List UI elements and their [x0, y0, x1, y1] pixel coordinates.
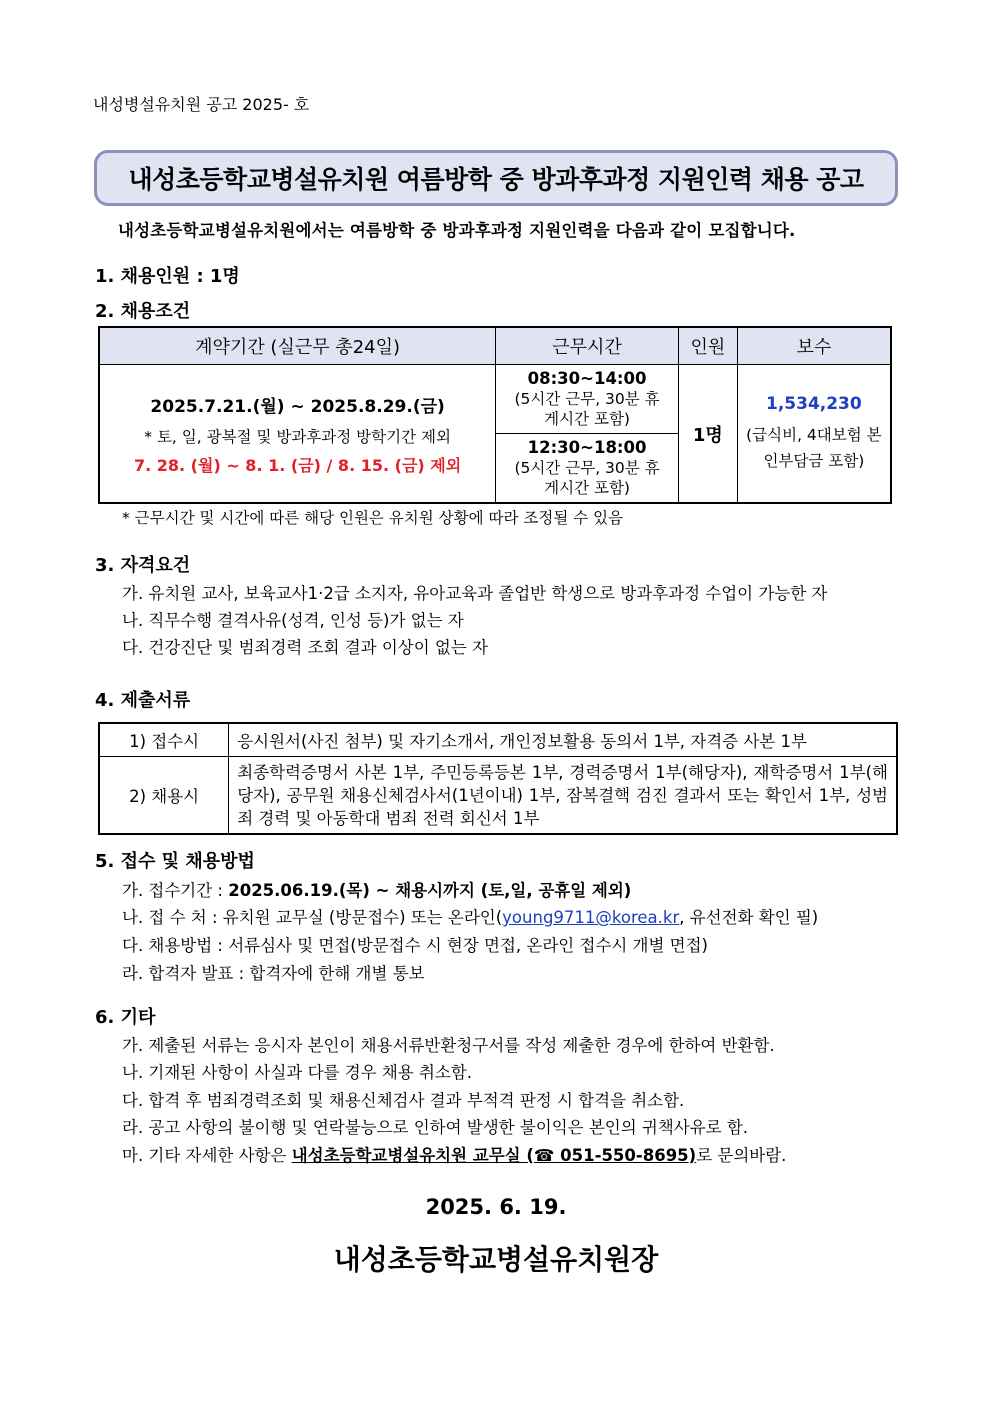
- col-header-hours: 근무시간: [496, 327, 679, 365]
- other-item: 라. 공고 사항의 불이행 및 연락불능으로 인하여 발생한 불이익은 본인의 귀책사유로 함.: [122, 1118, 749, 1137]
- col-header-headcount: 인원: [678, 327, 737, 365]
- section-4-heading: 4. 제출서류: [95, 690, 191, 711]
- application-period: [122, 877, 631, 901]
- period-main: 2025.7.21.(월) ~ 2025.8.29.(금): [150, 396, 445, 417]
- application-place: [122, 904, 818, 928]
- contact-info: 내성초등학교병설유치원 교무실 (☎ 051-550-8695): [291, 1146, 697, 1165]
- application-period-label: 가. 접수기간 :: [122, 881, 229, 900]
- pay-cell: [737, 365, 891, 504]
- shift-2-note: (5시간 근무, 30분 휴게시간 포함): [514, 459, 660, 497]
- headcount-cell: 1명: [678, 365, 737, 504]
- section-5-heading: 5. 접수 및 채용방법: [95, 851, 255, 872]
- shift-1-note: (5시간 근무, 30분 휴게시간 포함): [514, 390, 660, 428]
- documents-value: 응시원서(사진 첨부) 및 자기소개서, 개인정보활용 동의서 1부, 자격증 사본 1부: [229, 723, 897, 757]
- shift-1-cell: [496, 365, 679, 434]
- conditions-footnote: * 근무시간 및 시간에 따른 해당 인원은 유치원 상황에 따라 조정될 수 있음: [122, 509, 624, 527]
- intro-text: 내성초등학교병설유치원에서는 여름방학 중 방과후과정 지원인력을 다음과 같이 모집합니다.: [118, 221, 796, 240]
- email-link[interactable]: young9711@korea.kr: [502, 908, 680, 927]
- application-period-value: 2025.06.19.(목) ~ 채용시까지 (토,일, 공휴일 제외): [228, 881, 632, 900]
- application-place-label: 나. 접 수 처 : 유치원 교무실 (방문접수) 또는 온라인(: [122, 908, 503, 927]
- pay-amount: 1,534,230: [766, 393, 862, 414]
- contact-prefix: 마. 기타 자세한 사항은: [122, 1146, 292, 1165]
- qualification-item: 나. 직무수행 결격사유(성격, 인성 등)가 없는 자: [122, 611, 464, 630]
- documents-table: [98, 722, 898, 835]
- shift-2-time: 12:30~18:00: [527, 438, 647, 457]
- documents-label: 2) 채용시: [99, 757, 229, 835]
- notice-date: 2025. 6. 19.: [425, 1195, 567, 1219]
- shift-1-time: 08:30~14:00: [527, 369, 647, 388]
- table-row: [99, 757, 897, 835]
- documents-label: 1) 접수시: [99, 723, 229, 757]
- shift-2-cell: [496, 434, 679, 504]
- qualification-item: 다. 건강진단 및 범죄경력 조회 결과 이상이 없는 자: [122, 638, 488, 657]
- qualification-item: 가. 유치원 교사, 보육교사1·2급 소지자, 유아교육과 졸업반 학생으로 방과후과정 수업이 가능한 자: [122, 584, 828, 603]
- result-announcement: 라. 합격자 발표 : 합격자에 한해 개별 통보: [122, 964, 425, 983]
- pay-note: (급식비, 4대보험 본인부담금 포함): [746, 425, 882, 470]
- other-item: 다. 합격 후 범죄경력조회 및 채용신체검사 결과 부적격 판정 시 합격을 취소함.: [122, 1091, 685, 1110]
- notice-title-box: [94, 150, 898, 206]
- conditions-table: [98, 326, 892, 504]
- section-6-heading: 6. 기타: [95, 1007, 156, 1028]
- contact-line: [122, 1142, 786, 1166]
- col-header-period: 계약기간 (실근무 총24일): [99, 327, 496, 365]
- col-header-pay: 보수: [737, 327, 891, 365]
- other-item: 가. 제출된 서류는 응시자 본인이 채용서류반환청구서를 작성 제출한 경우에 한하여 반환함.: [122, 1036, 775, 1055]
- table-row: [99, 723, 897, 757]
- section-3-heading: 3. 자격요건: [95, 555, 191, 576]
- selection-method: 다. 채용방법 : 서류심사 및 면접(방문접수 시 현장 면접, 온라인 접수시 개별 면접): [122, 936, 708, 955]
- section-1-heading: 1. 채용인원 : 1명: [95, 266, 240, 287]
- section-2-heading: 2. 채용조건: [95, 301, 191, 322]
- application-place-tail: , 유선전화 확인 필): [679, 908, 819, 927]
- notice-number: 내성병설유치원 공고 2025- 호: [93, 95, 310, 114]
- period-cell: [99, 365, 496, 504]
- page-title: 내성초등학교병설유치원 여름방학 중 방과후과정 지원인력 채용 공고: [128, 165, 864, 194]
- contact-suffix: 로 문의바람.: [696, 1146, 787, 1165]
- issuer-name: 내성초등학교병설유치원장: [333, 1243, 659, 1276]
- period-note: * 토, 일, 광복절 및 방과후과정 방학기간 제외: [144, 427, 451, 446]
- documents-value: 최종학력증명서 사본 1부, 주민등록등본 1부, 경력증명서 1부(해당자), 재학증명서 1부(해당자), 공무원 채용신체검사서(1년이내) 1부, 잠복결핵 검진 결과서 또는 확인서 1부, 성범죄 경력 및 아동학대 범죄 전력 회신서 1부: [229, 757, 897, 835]
- period-exclusion: 7. 28. (월) ~ 8. 1. (금) / 8. 15. (금) 제외: [133, 455, 462, 475]
- other-item: 나. 기재된 사항이 사실과 다를 경우 채용 취소함.: [122, 1063, 473, 1082]
